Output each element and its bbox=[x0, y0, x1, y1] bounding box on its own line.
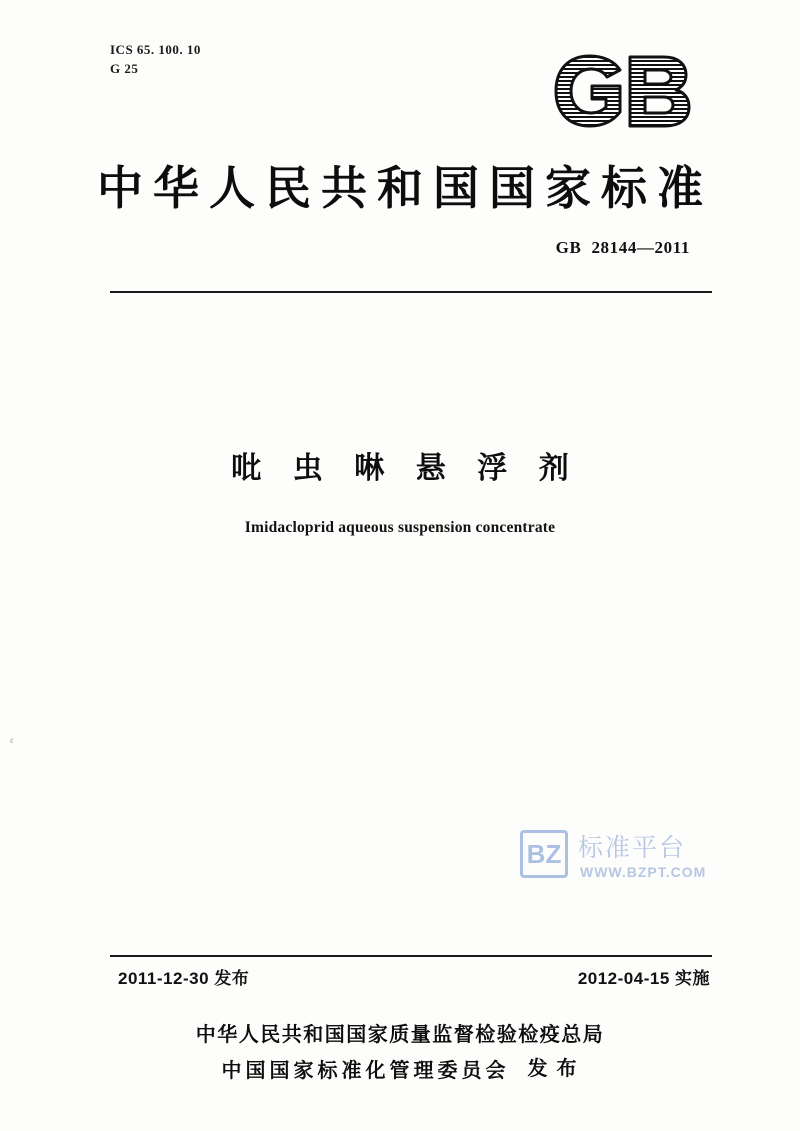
publisher-secondary: 中国国家标准化管理委员会 bbox=[221, 1060, 510, 1082]
watermark-brand: 标准平台 bbox=[578, 834, 687, 862]
standard-number-value: 28144—2011 bbox=[591, 238, 690, 257]
scan-artifact: ε bbox=[10, 735, 14, 745]
standard-number-prefix: GB bbox=[555, 238, 582, 257]
publisher-verb: 发 布 bbox=[527, 1058, 579, 1080]
page-title: 中华人民共和国国家标准 bbox=[97, 163, 713, 214]
ics-code: ICS 65. 100. 10 bbox=[110, 42, 201, 57]
watermark-badge-icon bbox=[520, 830, 568, 878]
issue-date: 2011-12-30 发布 bbox=[118, 969, 250, 988]
watermark-badge-letters: BZ bbox=[526, 839, 562, 869]
divider-bottom bbox=[110, 955, 712, 957]
watermark-url: WWW.BZPT.COM bbox=[580, 864, 707, 880]
effective-date: 2012-04-15 实施 bbox=[577, 969, 710, 988]
ics-block bbox=[110, 41, 201, 79]
gb-emblem-icon bbox=[552, 52, 712, 130]
classification-code: G 25 bbox=[110, 60, 139, 76]
divider-top bbox=[110, 291, 712, 293]
document-title-english: Imidacloprid aqueous suspension concentrate bbox=[244, 519, 556, 536]
watermark bbox=[520, 826, 760, 896]
document-title-chinese: 吡 虫 啉 悬 浮 剂 bbox=[231, 452, 581, 485]
standard-number bbox=[556, 238, 690, 258]
publisher-primary: 中华人民共和国国家质量监督检验检疫总局 bbox=[195, 1024, 605, 1046]
publisher-secondary-row bbox=[0, 1052, 800, 1083]
publisher-block bbox=[0, 1018, 800, 1083]
